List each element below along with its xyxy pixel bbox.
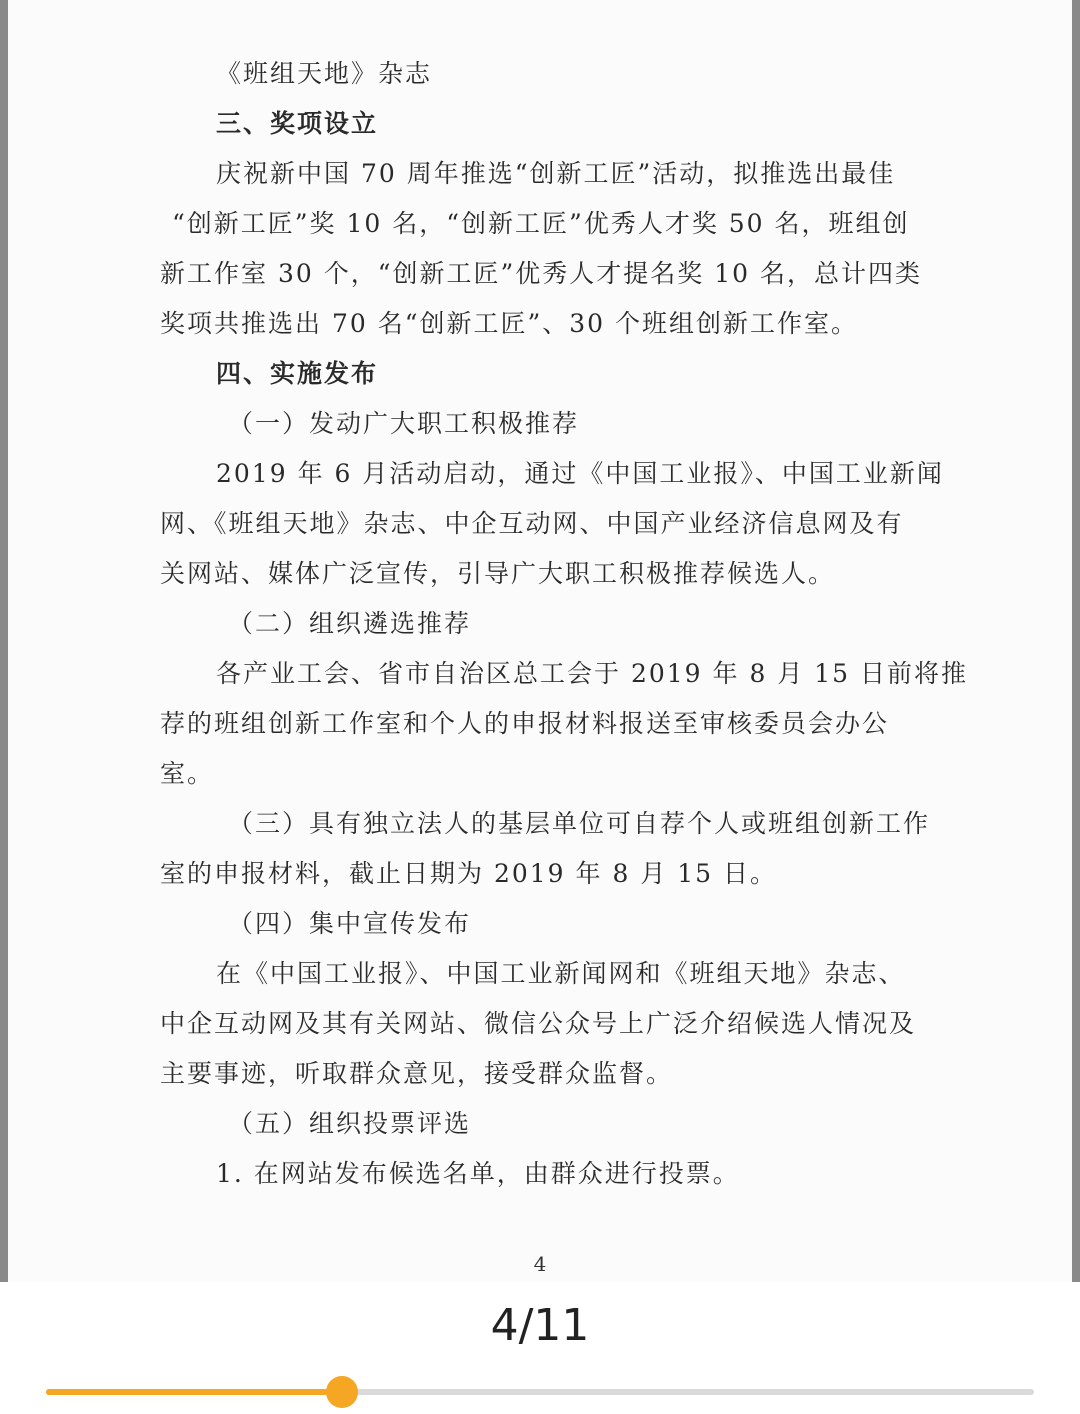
text-line: 主要事迹，听取群众意见，接受群众监督。	[160, 1059, 674, 1088]
text-line: 2019 年 6 月活动启动，通过《中国工业报》、中国工业新闻	[216, 459, 944, 488]
section-heading: 四、实施发布	[216, 359, 379, 388]
text-line: 《班组天地》杂志	[216, 59, 433, 88]
text-line: 庆祝新中国 70 周年推选“创新工匠”活动，拟推选出最佳	[216, 159, 896, 188]
text-line: 关网站、媒体广泛宣传，引导广大职工积极推荐候选人。	[160, 559, 836, 588]
text-line: 网、《班组天地》杂志、中企互动网、中国产业经济信息网及有	[160, 509, 904, 538]
page-slider[interactable]	[46, 1389, 1034, 1395]
text-line: 各产业工会、省市自治区总工会于 2019 年 8 月 15 日前将推	[216, 659, 969, 688]
text-line: 中企互动网及其有关网站、微信公众号上广泛介绍候选人情况及	[160, 1009, 917, 1038]
text-line: （三）具有独立法人的基层单位可自荐个人或班组创新工作	[228, 809, 931, 838]
text-line: 室。	[160, 759, 215, 788]
text-line: 奖项共推选出 70 名“创新工匠”、30 个班组创新工作室。	[160, 309, 859, 338]
page-slider-thumb[interactable]	[326, 1376, 358, 1408]
page-number: 4	[533, 1252, 547, 1276]
text-line: 1. 在网站发布候选名单，由群众进行投票。	[216, 1159, 740, 1188]
page-slider-fill	[46, 1389, 342, 1395]
text-line: 荐的班组创新工作室和个人的申报材料报送至审核委员会办公	[160, 709, 890, 738]
section-heading: 三、奖项设立	[216, 109, 379, 138]
text-line: 新工作室 30 个，“创新工匠”优秀人才提名奖 10 名，总计四类	[160, 259, 922, 288]
text-line: “创新工匠”奖 10 名，“创新工匠”优秀人才奖 50 名，班组创	[172, 209, 910, 238]
subsection-heading: （四）集中宣传发布	[228, 909, 472, 938]
subsection-heading: （一）发动广大职工积极推荐	[228, 409, 580, 438]
document-body	[160, 52, 969, 1202]
subsection-heading: （五）组织投票评选	[228, 1109, 472, 1138]
document-page	[8, 0, 1072, 1282]
text-line: 在《中国工业报》、中国工业新闻网和《班组天地》杂志、	[216, 959, 906, 988]
subsection-heading: （二）组织遴选推荐	[228, 609, 472, 638]
text-line: 室的申报材料，截止日期为 2019 年 8 月 15 日。	[160, 859, 778, 888]
page-counter: 4/11	[490, 1300, 590, 1351]
